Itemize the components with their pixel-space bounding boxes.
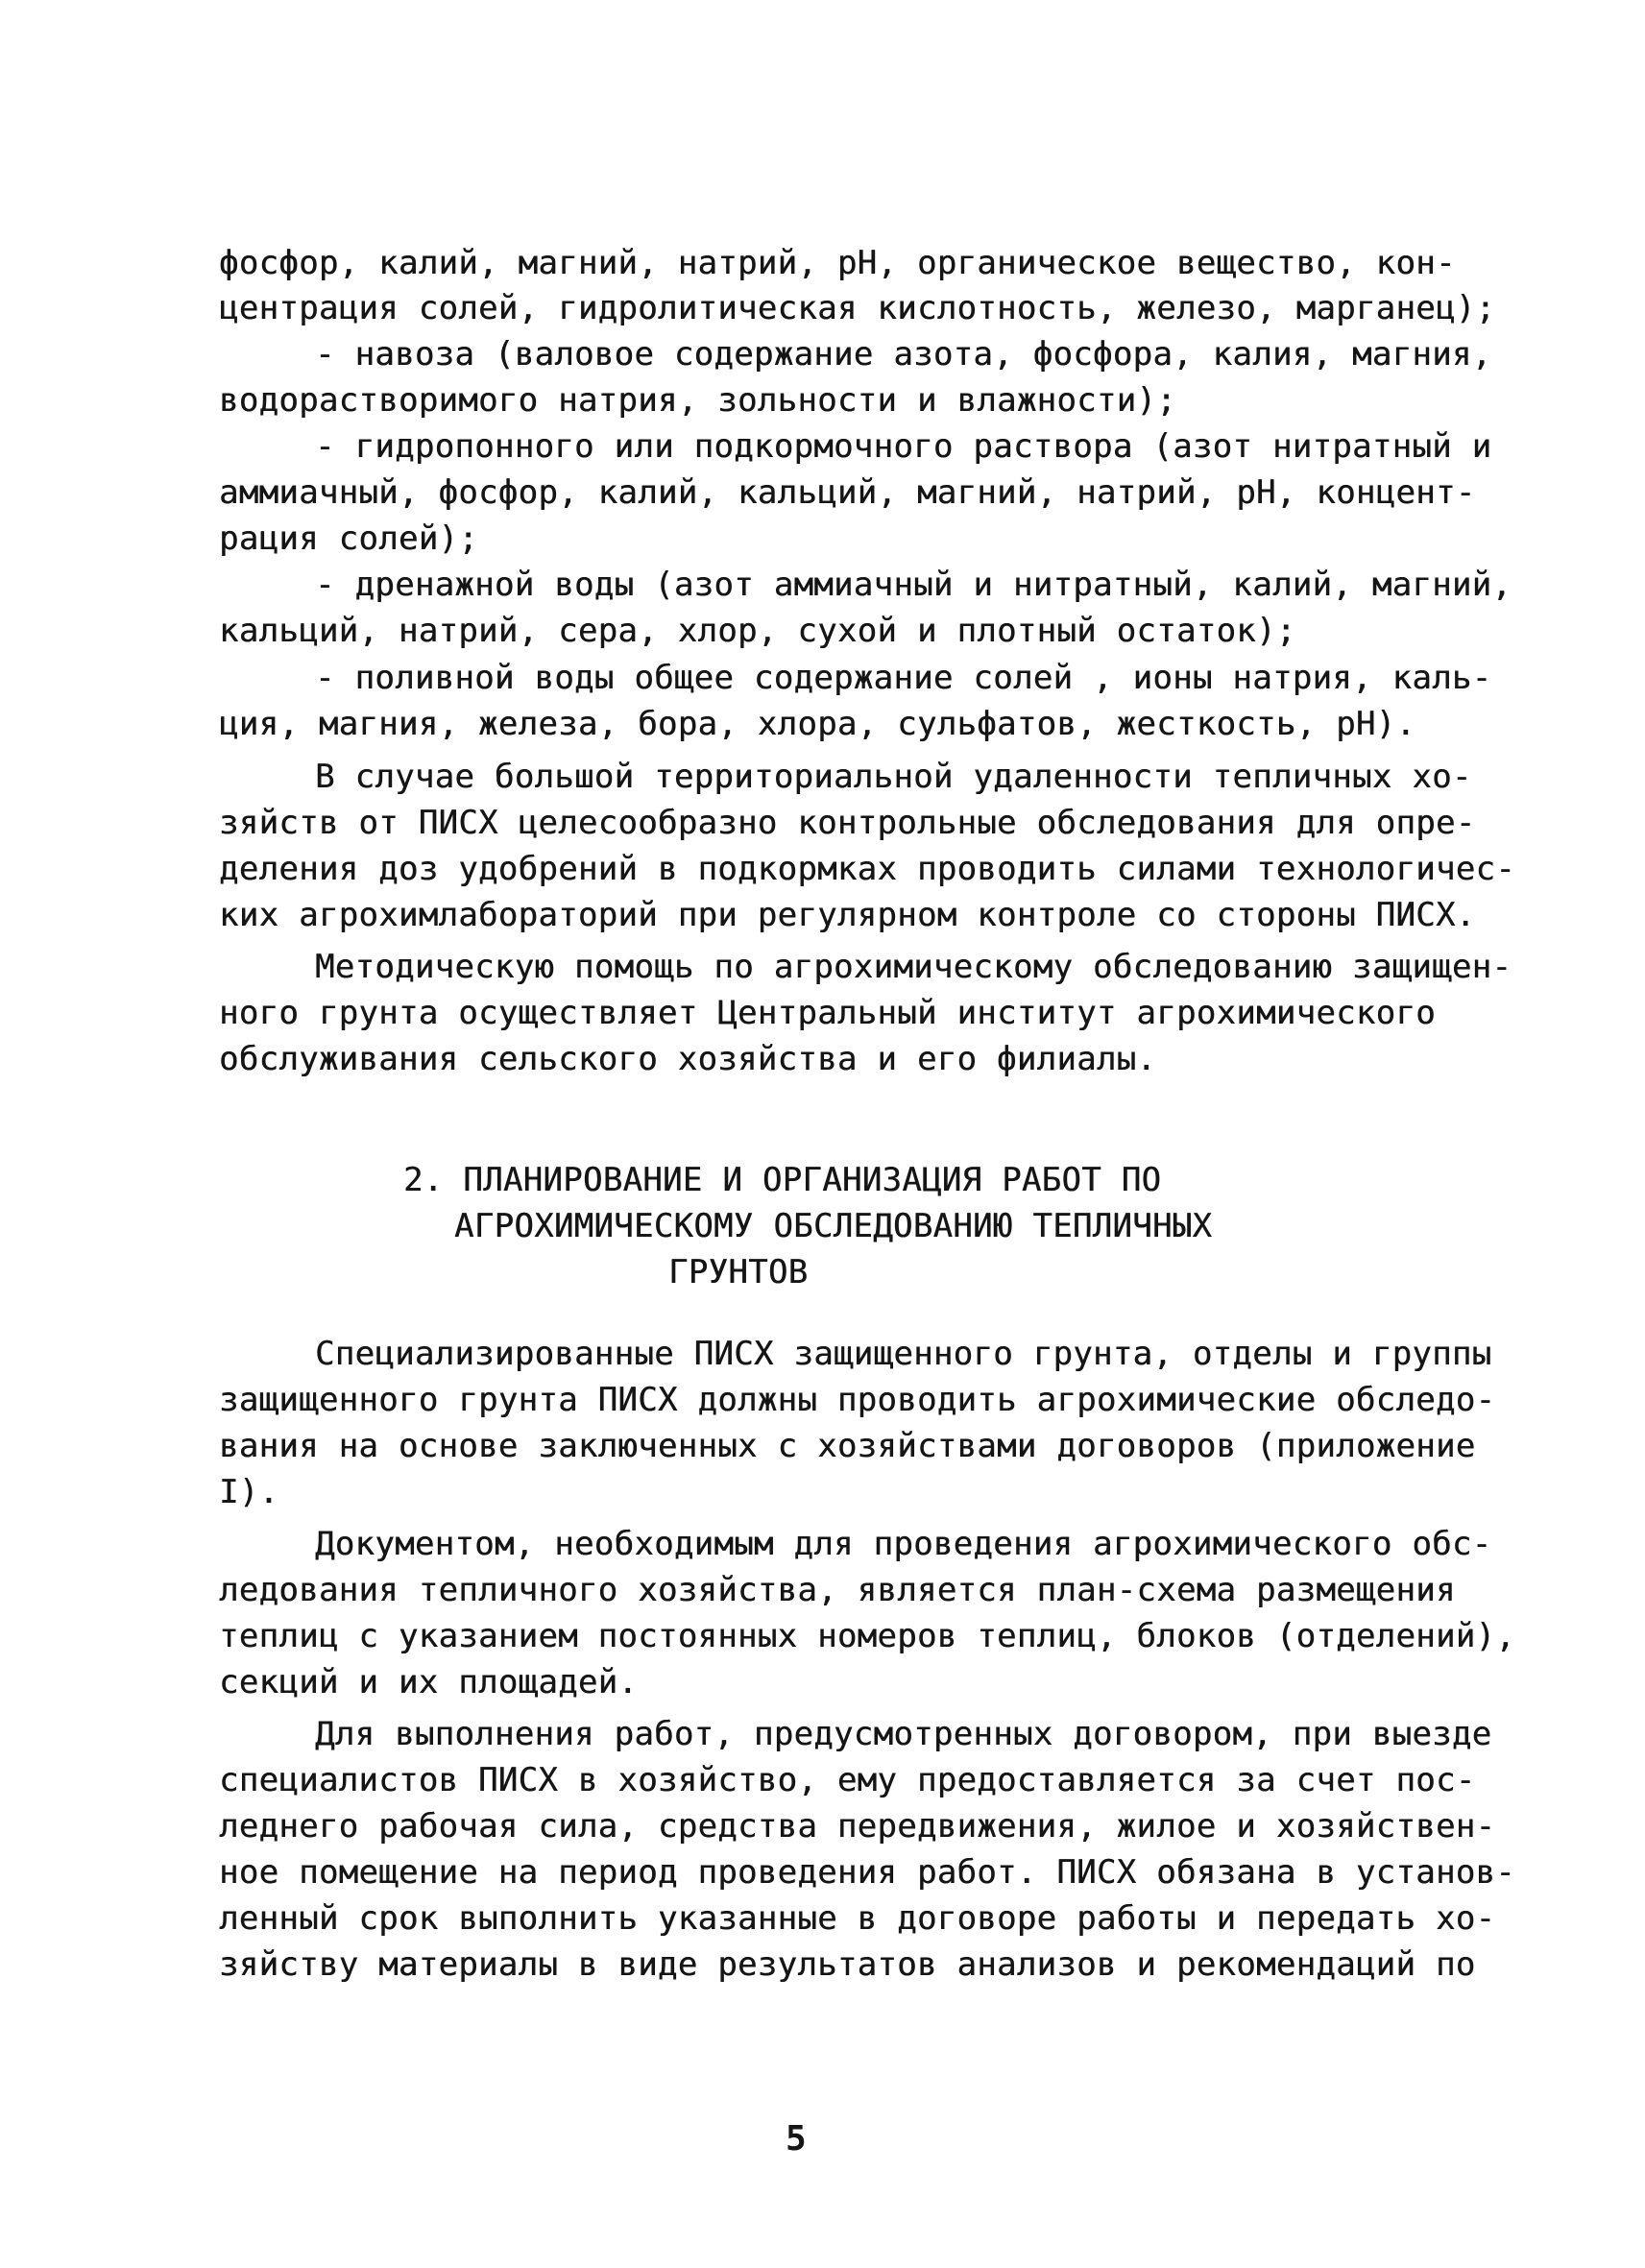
text-line: аммиачный, фосфор, калий, кальций, магний, натрий, pH, концент- xyxy=(219,473,1476,512)
section-heading-line-3: ГРУНТОВ xyxy=(668,1253,809,1291)
text-line: ледования тепличного хозяйства, является план-схема размещения xyxy=(219,1571,1456,1609)
text-line: рация солей); xyxy=(219,519,479,558)
text-line: теплиц с указанием постоянных номеров теплиц, блоков (отделений), xyxy=(219,1617,1516,1655)
text-line: секций и их площадей. xyxy=(219,1663,639,1701)
text-line: Документом, необходимым для проведения агрохимического обс- xyxy=(315,1525,1492,1563)
text-line: специалистов ПИСХ в хозяйство, ему предоставляется за счет пос- xyxy=(219,1761,1476,1799)
text-line: - гидропонного или подкормочного раствора (азот нитратный и xyxy=(315,427,1492,466)
text-line: фосфор, калий, магний, натрий, pH, органическое вещество, кон- xyxy=(219,244,1456,282)
text-line: зяйству материалы в виде результатов анализов и рекомендаций по xyxy=(219,1945,1476,1984)
section-heading-line-2: АГРОХИМИЧЕСКОМУ ОБСЛЕДОВАНИЮ ТЕПЛИЧНЫХ xyxy=(454,1207,1213,1245)
text-line: деления доз удобрений в подкормках проводить силами технологичес- xyxy=(219,850,1516,888)
text-line: леднего рабочая сила, средства передвижения, жилое и хозяйствен- xyxy=(219,1807,1496,1846)
text-line: ное помещение на период проведения работ. ПИСХ обязана в установ- xyxy=(219,1853,1516,1892)
text-line: В случае большой территориальной удаленности тепличных хо- xyxy=(315,758,1472,796)
text-line: кальций, натрий, сера, хлор, сухой и плотный остаток); xyxy=(219,612,1296,650)
text-line: вания на основе заключенных с хозяйствами договоров (приложение xyxy=(219,1427,1476,1465)
text-line: - дренажной воды (азот аммиачный и нитратный, калий, магний, xyxy=(315,566,1512,604)
text-line: Для выполнения работ, предусмотренных договором, при выезде xyxy=(315,1715,1492,1753)
text-line: водорастворимого натрия, зольности и влажности); xyxy=(219,381,1176,420)
section-heading-line-1: 2. ПЛАНИРОВАНИЕ И ОРГАНИЗАЦИЯ РАБОТ ПО xyxy=(403,1161,1162,1199)
text-line: I). xyxy=(219,1473,279,1511)
text-line: защищенного грунта ПИСХ должны проводить агрохимические обследо- xyxy=(219,1381,1496,1419)
text-line: ленный срок выполнить указанные в договоре работы и передать хо- xyxy=(219,1899,1496,1938)
text-line: - поливной воды общее содержание солей , ионы натрия, каль- xyxy=(315,659,1492,697)
page-number: 5 xyxy=(786,2119,807,2159)
text-line: зяйств от ПИСХ целесообразно контрольные обследования для опре- xyxy=(219,804,1476,842)
text-line: ция, магния, железа, бора, хлора, сульфатов, жесткость, pH). xyxy=(219,705,1416,743)
text-line: ного грунта осуществляет Центральный институт агрохимического xyxy=(219,994,1436,1032)
text-line: центрация солей, гидролитическая кислотность, железо, марганец); xyxy=(219,289,1496,327)
text-line: обслуживания сельского хозяйства и его филиалы. xyxy=(219,1040,1157,1078)
text-line: Методическую помощь по агрохимическому обследованию защищен- xyxy=(315,948,1512,986)
text-line: - навоза (валовое содержание азота, фосфора, калия, магния, xyxy=(315,335,1492,374)
text-line: ких агрохимлабораторий при регулярном контроле со стороны ПИСХ. xyxy=(219,896,1476,934)
text-line: Специализированные ПИСХ защищенного грунта, отделы и группы xyxy=(315,1335,1492,1373)
